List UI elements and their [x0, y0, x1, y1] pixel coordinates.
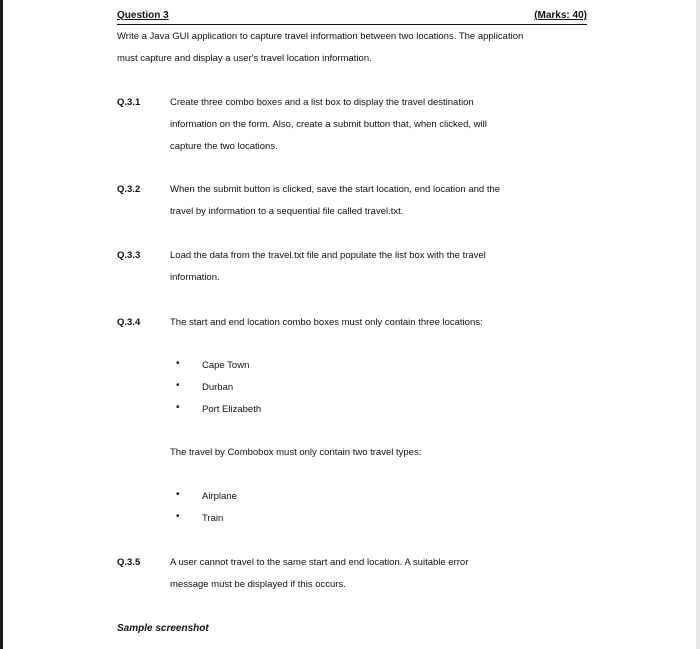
bullet-dot: •	[176, 380, 180, 391]
section-text: capture the two locations.	[170, 141, 278, 152]
section-text: When the submit button is clicked, save the start location, end location and the	[170, 184, 501, 195]
intro-line-1: Write a Java GUI application to capture travel information between two locations. The application	[117, 31, 524, 42]
section-text: message must be displayed if this occurs.	[170, 579, 346, 590]
sample-screenshot-label: Sample screenshot	[117, 623, 209, 634]
location-item: Port Elizabeth	[202, 404, 262, 415]
travel-types-intro: The travel by Combobox must only contain two travel types:	[170, 447, 422, 458]
bullet-dot: •	[176, 489, 180, 500]
marks-label: (Marks: 40)	[534, 10, 587, 21]
travel-type-item: Train	[202, 513, 224, 524]
travel-type-item: Airplane	[202, 491, 237, 502]
intro-line-2: must capture and display a user's travel location information.	[117, 53, 372, 64]
bullet-dot: •	[176, 511, 180, 522]
section-text: Create three combo boxes and a list box to display the travel destination	[170, 97, 474, 108]
right-edge-bar	[696, 0, 700, 649]
section-number: Q.3.5	[117, 557, 141, 568]
section-text: The start and end location combo boxes must only contain three locations:	[170, 317, 483, 328]
bullet-dot: •	[176, 358, 180, 369]
section-number: Q.3.2	[117, 184, 141, 195]
bullet-dot: •	[176, 402, 180, 413]
section-text: travel by information to a sequential file called travel.txt.	[170, 206, 404, 217]
question-label: Question 3	[117, 10, 169, 21]
location-item: Durban	[202, 382, 234, 393]
section-text: information.	[170, 272, 220, 283]
location-item: Cape Town	[202, 360, 250, 371]
section-number: Q.3.3	[117, 250, 141, 261]
left-edge-bar	[0, 0, 3, 649]
section-text: A user cannot travel to the same start and end location. A suitable error	[170, 557, 469, 568]
question-header	[117, 10, 587, 25]
section-text: Load the data from the travel.txt file and populate the list box with the travel	[170, 250, 486, 261]
section-number: Q.3.1	[117, 97, 141, 108]
section-text: information on the form. Also, create a submit button that, when clicked, will	[170, 119, 487, 130]
section-number: Q.3.4	[117, 317, 141, 328]
